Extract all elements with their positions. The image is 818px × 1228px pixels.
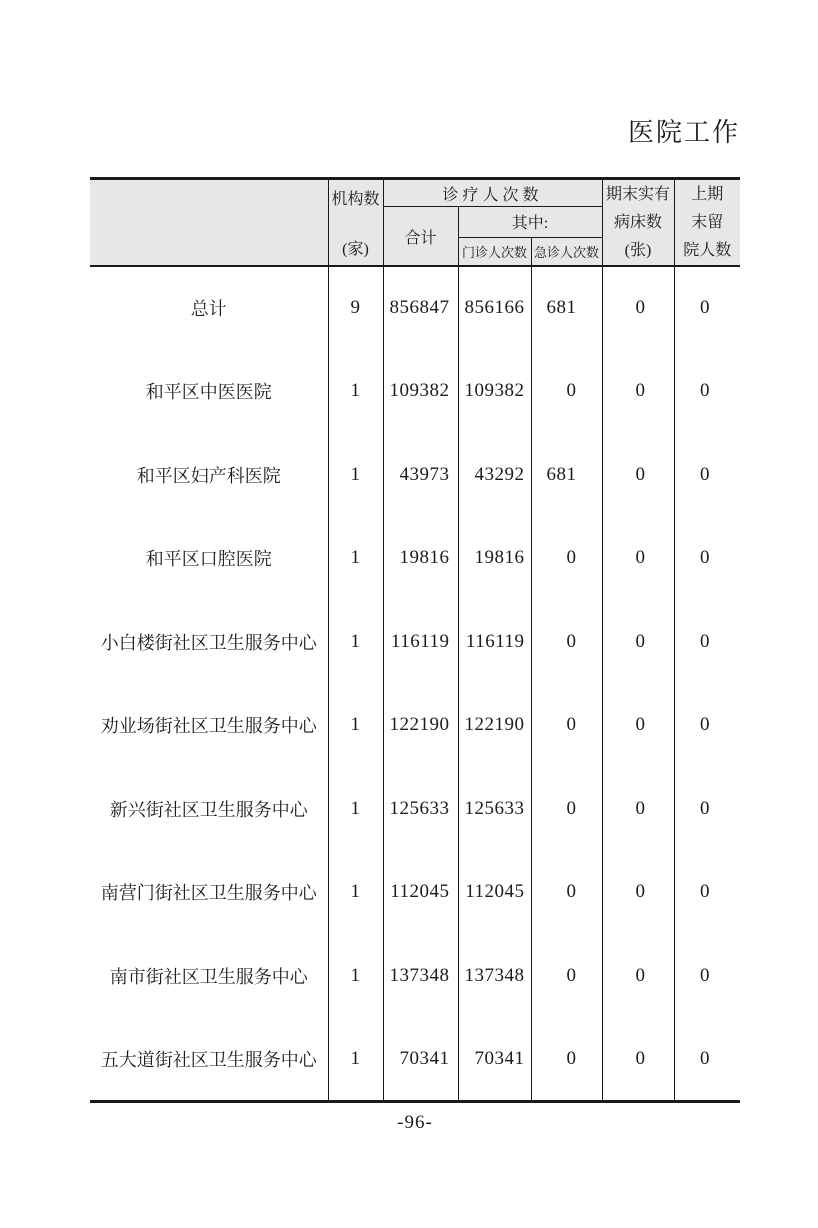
cell-institution-count: 1	[328, 517, 383, 601]
header-of-which: 其中:	[458, 207, 602, 238]
cell-total-visits: 125633	[383, 767, 458, 851]
header-remaining-line1: 上期	[691, 185, 724, 203]
cell-beds: 0	[602, 851, 674, 935]
header-remaining-line3: 院人数	[683, 241, 732, 259]
header-emergency: 急诊人次数	[531, 237, 602, 266]
cell-outpatient-visits: 137348	[458, 934, 531, 1018]
table-body	[90, 266, 740, 1101]
header-institutions-label: 机构数	[331, 191, 380, 208]
header-visits-group: 诊疗人次数	[383, 179, 602, 207]
page-title: 医院工作	[627, 118, 740, 147]
table-row	[90, 266, 740, 350]
cell-total-visits: 112045	[383, 851, 458, 935]
table-row	[90, 350, 740, 434]
header-total: 合计	[383, 207, 458, 267]
cell-remaining-patients: 0	[674, 934, 740, 1018]
table-row	[90, 934, 740, 1018]
cell-institution-count: 1	[328, 433, 383, 517]
cell-total-visits: 137348	[383, 934, 458, 1018]
cell-outpatient-visits: 116119	[458, 600, 531, 684]
cell-beds: 0	[602, 433, 674, 517]
cell-beds: 0	[602, 767, 674, 851]
cell-emergency-visits: 0	[531, 767, 602, 851]
cell-org-name: 和平区妇产科医院	[136, 465, 281, 486]
cell-remaining-patients: 0	[674, 266, 740, 350]
cell-remaining-patients: 0	[674, 350, 740, 434]
cell-remaining-patients: 0	[674, 851, 740, 935]
header-beds-line2: 病床数	[613, 213, 662, 231]
header-institutions	[328, 179, 383, 267]
cell-total-visits: 19816	[383, 517, 458, 601]
cell-institution-count: 1	[328, 934, 383, 1018]
cell-institution-count: 1	[328, 1018, 383, 1102]
cell-outpatient-visits: 122190	[458, 684, 531, 768]
header-beds	[602, 179, 674, 267]
table-row	[90, 1018, 740, 1102]
cell-total-visits: 122190	[383, 684, 458, 768]
cell-beds: 0	[602, 517, 674, 601]
cell-beds: 0	[602, 600, 674, 684]
cell-total-visits: 70341	[383, 1018, 458, 1102]
cell-remaining-patients: 0	[674, 600, 740, 684]
table-row	[90, 517, 740, 601]
cell-remaining-patients: 0	[674, 517, 740, 601]
cell-institution-count: 9	[328, 266, 383, 350]
cell-total-visits: 116119	[383, 600, 458, 684]
cell-beds: 0	[602, 266, 674, 350]
hospital-stats-table	[90, 177, 740, 1103]
table-row	[90, 433, 740, 517]
cell-org-name: 南营门街社区卫生服务中心	[100, 883, 317, 904]
page-number: -96-	[397, 1112, 433, 1133]
cell-beds: 0	[602, 350, 674, 434]
cell-emergency-visits: 0	[531, 851, 602, 935]
cell-org-name: 和平区口腔医院	[145, 549, 272, 570]
cell-org-name: 总计	[190, 299, 227, 320]
cell-remaining-patients: 0	[674, 1018, 740, 1102]
table-row	[90, 851, 740, 935]
cell-institution-count: 1	[328, 600, 383, 684]
cell-emergency-visits: 0	[531, 350, 602, 434]
cell-emergency-visits: 0	[531, 600, 602, 684]
cell-institution-count: 1	[328, 350, 383, 434]
cell-outpatient-visits: 19816	[458, 517, 531, 601]
cell-remaining-patients: 0	[674, 433, 740, 517]
cell-org-name: 劝业场街社区卫生服务中心	[100, 716, 317, 737]
header-remaining	[674, 179, 740, 267]
cell-emergency-visits: 681	[531, 266, 602, 350]
cell-total-visits: 109382	[383, 350, 458, 434]
cell-org-name: 南市街社区卫生服务中心	[109, 966, 308, 987]
cell-institution-count: 1	[328, 684, 383, 768]
cell-emergency-visits: 0	[531, 934, 602, 1018]
cell-remaining-patients: 0	[674, 767, 740, 851]
cell-outpatient-visits: 856166	[458, 266, 531, 350]
cell-total-visits: 43973	[383, 433, 458, 517]
cell-beds: 0	[602, 934, 674, 1018]
header-beds-line1: 期末实有	[605, 185, 670, 203]
table-row	[90, 684, 740, 768]
header-institutions-unit: (家)	[342, 241, 369, 258]
cell-org-name: 五大道街社区卫生服务中心	[100, 1049, 317, 1070]
cell-remaining-patients: 0	[674, 684, 740, 768]
cell-outpatient-visits: 112045	[458, 851, 531, 935]
header-remaining-line2: 末留	[691, 213, 724, 231]
cell-outpatient-visits: 70341	[458, 1018, 531, 1102]
cell-beds: 0	[602, 1018, 674, 1102]
cell-emergency-visits: 681	[531, 433, 602, 517]
cell-outpatient-visits: 109382	[458, 350, 531, 434]
table-row	[90, 767, 740, 851]
cell-org-name: 新兴街社区卫生服务中心	[109, 799, 308, 820]
table-row	[90, 600, 740, 684]
cell-institution-count: 1	[328, 767, 383, 851]
cell-emergency-visits: 0	[531, 1018, 602, 1102]
cell-outpatient-visits: 125633	[458, 767, 531, 851]
header-outpatient: 门诊人次数	[458, 237, 531, 266]
header-org-blank	[90, 179, 328, 267]
cell-emergency-visits: 0	[531, 517, 602, 601]
cell-beds: 0	[602, 684, 674, 768]
header-beds-unit: (张)	[624, 241, 652, 259]
cell-total-visits: 856847	[383, 266, 458, 350]
cell-institution-count: 1	[328, 851, 383, 935]
cell-org-name: 小白楼街社区卫生服务中心	[100, 632, 317, 653]
table-header	[90, 179, 740, 267]
cell-emergency-visits: 0	[531, 684, 602, 768]
cell-outpatient-visits: 43292	[458, 433, 531, 517]
cell-org-name: 和平区中医医院	[145, 382, 272, 403]
